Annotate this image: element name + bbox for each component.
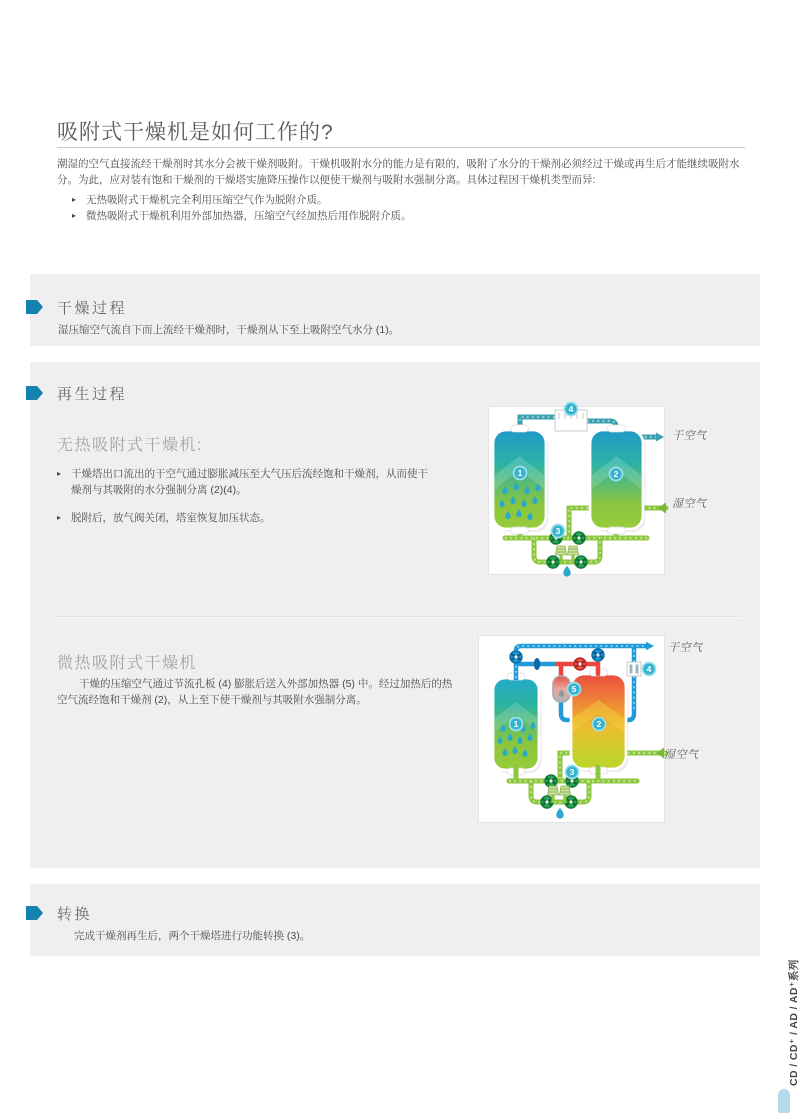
heatless-subheading: 无热吸附式干燥机: <box>57 437 203 454</box>
wet-air-arrow-icon <box>658 503 666 514</box>
section-regeneration <box>30 362 760 868</box>
svg-text:3: 3 <box>569 767 575 777</box>
badge-4 <box>643 663 656 676</box>
svg-text:5: 5 <box>571 684 577 694</box>
svg-text:4: 4 <box>568 404 574 414</box>
intro-paragraph: 潮湿的空气直接流经干燥剂时其水分会被干燥剂吸附。干燥机吸附水分的能力是有限的，吸附了水分的干燥剂必须经过干燥或再生后才能继续吸附水分。为此，应对装有饱和干燥剂的干燥塔实施降压操作以便使干燥剂与吸附水强制分离。具体过程因干燥机类型而异: <box>57 158 740 186</box>
series-side-label: CD / CD⁺ / AD / AD⁺系列 <box>788 959 800 1086</box>
heatless-dryer-diagram <box>488 406 665 575</box>
section-heading: 转换 <box>57 906 93 923</box>
intro-block <box>57 156 749 224</box>
drain-droplet-icon <box>556 808 564 819</box>
svg-text:2: 2 <box>596 719 602 729</box>
section-drying-process <box>30 274 760 346</box>
wet-air-label: 湿空气 <box>664 749 699 761</box>
check-valve-icon <box>534 658 540 670</box>
wet-air-arrow-icon <box>657 748 665 759</box>
badge-2 <box>593 718 606 731</box>
series-marker-icon <box>778 1089 790 1113</box>
heated-dryer-svg <box>479 636 666 824</box>
heatless-bullet-list <box>57 466 429 538</box>
heatless-dryer-svg <box>489 404 666 576</box>
heated-subheading: 微热吸附式干燥机 <box>57 655 198 672</box>
svg-text:3: 3 <box>555 526 561 536</box>
list-item: ▸ 脱附后，放气阀关闭，塔室恢复加压状态。 <box>57 510 429 526</box>
drain-droplet-icon <box>563 566 571 577</box>
svg-text:4: 4 <box>646 664 652 674</box>
section-marker-icon <box>26 906 43 920</box>
hot-air-valve-icon <box>574 658 586 670</box>
wet-air-label: 湿空气 <box>672 498 707 510</box>
page-title: 吸附式干燥机是如何工作的? <box>57 121 334 144</box>
badge-5 <box>568 683 581 696</box>
section-marker-icon <box>26 386 43 400</box>
section-heading: 再生过程 <box>57 386 128 403</box>
subsection-divider <box>55 616 740 618</box>
section-marker-icon <box>26 300 43 314</box>
list-item: ▸ 微热吸附式干燥机利用外部加热器，压缩空气经加热后用作脱附介质。 <box>72 208 749 224</box>
heated-body: 干燥的压缩空气通过节流孔板 (4) 膨胀后送入外部加热器 (5) 中。经过加热后的热空气流经饱和干燥剂 (2)，从上至下使干燥剂与其吸附水强制分离。 <box>57 678 453 706</box>
section-body: 完成干燥剂再生后，两个干燥塔进行功能转换 (3)。 <box>74 930 311 942</box>
dry-air-arrow-icon <box>646 642 654 650</box>
dry-air-arrow-icon <box>656 433 664 442</box>
svg-text:2: 2 <box>613 469 619 479</box>
list-item: ▸ 无热吸附式干燥机完全利用压缩空气作为脱附介质。 <box>72 192 749 208</box>
svg-text:1: 1 <box>513 719 519 729</box>
section-switch <box>30 884 760 956</box>
outlet-valves <box>510 649 604 670</box>
badge-2 <box>610 468 623 481</box>
intro-bullet-list <box>72 192 749 224</box>
badge-1 <box>510 718 523 731</box>
section-heading: 干燥过程 <box>57 300 128 317</box>
dry-air-label: 干空气 <box>668 642 703 654</box>
badge-3 <box>566 766 579 779</box>
badge-3 <box>552 525 565 538</box>
list-item: ▸ 干燥塔出口流出的干空气通过膨胀减压至大气压后流经饱和干燥剂，从而使干燥剂与其吸附的水分强制分离 (2)(4)。 <box>57 466 429 498</box>
title-divider <box>57 147 745 148</box>
badge-4 <box>565 403 578 416</box>
heated-dryer-diagram <box>478 635 665 823</box>
dry-air-label: 干空气 <box>672 430 707 442</box>
section-body: 湿压缩空气流自下而上流经干燥剂时，干燥剂从下至上吸附空气水分 (1)。 <box>58 324 400 336</box>
throttle-orifice <box>627 662 641 676</box>
svg-text:1: 1 <box>517 468 523 478</box>
badge-1 <box>514 467 527 480</box>
